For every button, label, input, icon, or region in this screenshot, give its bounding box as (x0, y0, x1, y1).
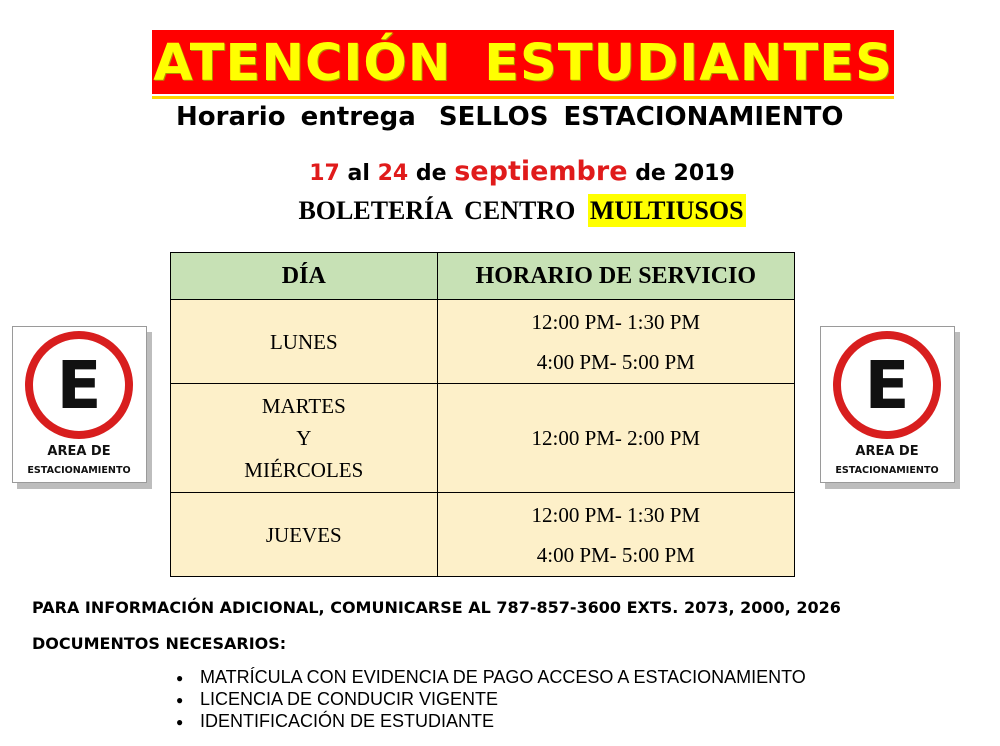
day-column-header: DÍA (171, 253, 438, 300)
bullet-icon: ● (176, 693, 184, 708)
hours-cell (437, 493, 794, 577)
sign-line2: ESTACIONAMIENTO (27, 465, 131, 476)
document-item: MATRÍCULA CON EVIDENCIA DE PAGO ACCESO A ESTACIONAMIENTO (200, 667, 806, 687)
day-cell (171, 300, 438, 384)
list-item (176, 666, 806, 688)
subtitle (176, 102, 896, 132)
parking-sign-right (820, 326, 955, 483)
time-slot: 12:00 PM- 2:00 PM (531, 425, 701, 450)
list-item (176, 688, 806, 710)
sign-letter: E (864, 347, 910, 424)
date-connector: al (347, 161, 370, 186)
venue-prefix: BOLETERÍA CENTRO (298, 196, 576, 225)
document-item: LICENCIA DE CONDUCIR VIGENTE (200, 689, 499, 709)
table-row (171, 493, 795, 577)
date-of-2: de (635, 161, 666, 186)
sign-line1: AREA DE (47, 444, 111, 459)
parking-sign-left (12, 326, 147, 483)
documents-heading: DOCUMENTOS NECESARIOS: (32, 634, 287, 653)
day-label: MARTES (261, 394, 346, 418)
day-label: LUNES (269, 329, 338, 354)
parking-sign-icon (13, 327, 146, 482)
venue (0, 196, 1000, 226)
start-day: 17 (309, 161, 340, 186)
table-header-row (171, 253, 795, 300)
hours-column-header: HORARIO DE SERVICIO (437, 253, 794, 300)
time-slot: 12:00 PM- 1:30 PM (531, 309, 701, 334)
sign-letter: E (56, 347, 102, 424)
sign-line2: ESTACIONAMIENTO (835, 465, 939, 476)
time-slot: 4:00 PM- 5:00 PM (536, 349, 695, 374)
end-day: 24 (377, 161, 409, 186)
day-label: Y (296, 426, 312, 450)
parking-sign-icon (821, 327, 954, 482)
day-label: MIÉRCOLES (244, 458, 364, 482)
subtitle-lead: Horario entrega (176, 102, 416, 132)
year: 2019 (673, 161, 735, 186)
hours-cell (437, 300, 794, 384)
month: septiembre (454, 156, 628, 187)
date-of-1: de (415, 161, 447, 186)
time-slot: 12:00 PM- 1:30 PM (531, 502, 701, 527)
bullet-icon: ● (176, 671, 184, 686)
subtitle-main: SELLOS ESTACIONAMIENTO (438, 102, 844, 132)
table-row (171, 384, 795, 493)
documents-list (176, 666, 806, 732)
page-title: ATENCIÓN ESTUDIANTES (153, 34, 893, 93)
bullet-icon: ● (176, 715, 184, 730)
day-label: JUEVES (265, 522, 342, 547)
day-cell (171, 493, 438, 577)
venue-highlight: MULTIUSOS (589, 196, 744, 225)
list-item (176, 710, 806, 732)
contact-info: PARA INFORMACIÓN ADICIONAL, COMUNICARSE AL 787-857-3600 EXTS. 2073, 2000, 2026 (32, 598, 841, 617)
date-range (0, 156, 1000, 187)
document-item: IDENTIFICACIÓN DE ESTUDIANTE (200, 711, 495, 731)
schedule-table (170, 252, 795, 577)
time-slot: 4:00 PM- 5:00 PM (536, 542, 695, 567)
sign-line1: AREA DE (855, 444, 919, 459)
hours-cell (437, 384, 794, 493)
day-cell (171, 384, 438, 493)
table-row (171, 300, 795, 384)
banner-underline (152, 96, 894, 99)
